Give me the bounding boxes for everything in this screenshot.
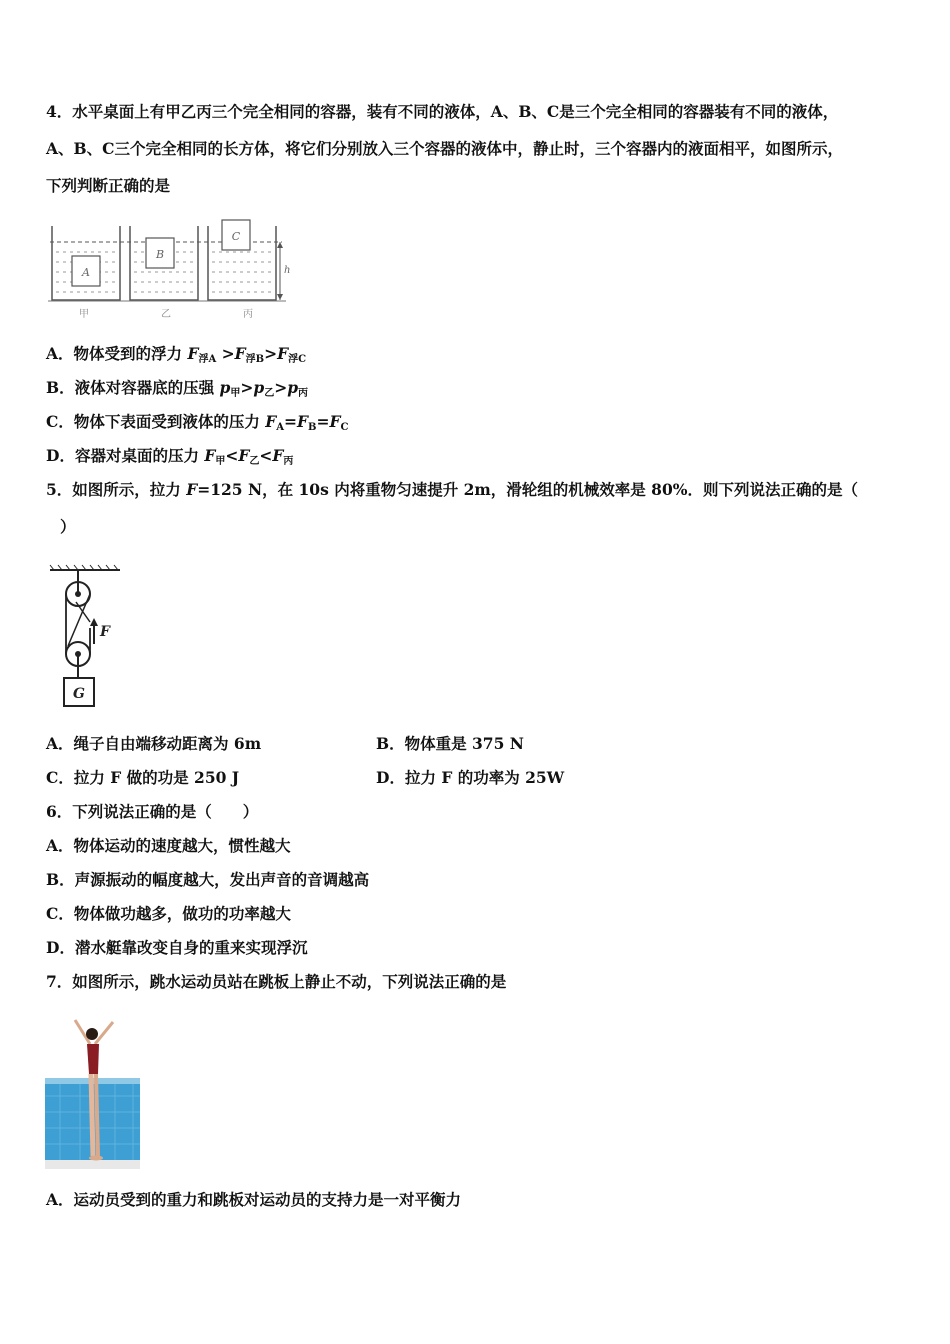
- label-jia: 甲: [79, 309, 89, 320]
- q7-stem: 7．如图所示，跳水运动员站在跳板上静止不动，下列说法正确的是: [46, 972, 507, 991]
- sub-bing: 丙: [298, 388, 309, 399]
- q5-option-d[interactable]: D．拉力 F 的功率为 25W: [376, 768, 565, 787]
- label-bing: 丙: [243, 309, 253, 320]
- q4-option-a[interactable]: [46, 344, 306, 370]
- eq-sign: =: [284, 412, 298, 431]
- q4-option-b-text: B．液体对容器底的压强: [46, 378, 220, 397]
- sub-b: B: [308, 422, 317, 433]
- q4-option-b[interactable]: [46, 378, 308, 404]
- q5-option-b[interactable]: B．物体重是 375 N: [376, 734, 524, 753]
- var-f: F: [297, 412, 309, 431]
- label-yi: 乙: [161, 309, 171, 320]
- var-f: F: [329, 412, 341, 431]
- q7-option-a[interactable]: A．运动员受到的重力和跳板对运动员的支持力是一对平衡力: [46, 1190, 462, 1209]
- var-f: F: [265, 412, 277, 431]
- q5-stem-post: =125 N，在 10s 内将重物匀速提升 2m，滑轮组的机械效率是 80%．则下列说法正确的是（: [197, 480, 858, 499]
- sub-float-a: 浮A: [198, 354, 217, 365]
- arrow-up-icon: [90, 618, 98, 626]
- sub-float-c: 浮C: [288, 354, 307, 365]
- gt-sign: >: [274, 378, 288, 397]
- q4-stem-line-1: 4．水平桌面上有甲乙丙三个完全相同的容器，装有不同的液体，A、B、C是三个完全相同的容器装有不同的液体，: [46, 102, 839, 121]
- var-f: F: [238, 446, 250, 465]
- gt-sign: >: [240, 378, 254, 397]
- var-f: F: [277, 344, 289, 363]
- sub-jia: 甲: [215, 456, 226, 467]
- q5-option-c[interactable]: C．拉力 F 做的功是 250 J: [46, 768, 240, 787]
- gt-sign: >: [264, 344, 278, 363]
- block-a-label: A: [82, 266, 90, 279]
- q6-stem: 6．下列说法正确的是（ ）: [46, 802, 259, 821]
- eq-sign: =: [316, 412, 330, 431]
- sub-jia: 甲: [230, 388, 241, 399]
- q4-containers-figure: [46, 218, 296, 322]
- force-f-label: F: [100, 624, 110, 640]
- container-jia: [52, 226, 120, 300]
- sub-float-b: 浮B: [245, 354, 265, 365]
- container-yi: [130, 226, 198, 300]
- var-f: F: [204, 446, 216, 465]
- var-f: F: [234, 344, 246, 363]
- q4-option-c-text: C．物体下表面受到液体的压力: [46, 412, 266, 431]
- sub-yi: 乙: [264, 388, 275, 399]
- container-bing: [208, 220, 276, 300]
- var-f: F: [186, 480, 198, 499]
- gt-sign: >: [216, 344, 235, 363]
- sub-c: C: [340, 422, 349, 433]
- diver-swimsuit: [87, 1044, 99, 1074]
- var-f: F: [272, 446, 284, 465]
- sub-a: A: [276, 422, 285, 433]
- var-p: p: [287, 378, 299, 397]
- q5-stem-pre: 5．如图所示，拉力: [46, 480, 187, 499]
- block-b-label: B: [155, 248, 165, 261]
- var-f: F: [187, 344, 199, 363]
- weight-g-label: G: [73, 686, 85, 702]
- q4-option-c[interactable]: [46, 412, 348, 438]
- sub-yi: 乙: [249, 456, 260, 467]
- q5-stem-line-2: ）: [60, 517, 76, 536]
- var-p: p: [253, 378, 265, 397]
- q4-option-a-text: A．物体受到的浮力: [46, 344, 188, 363]
- q6-option-a[interactable]: A．物体运动的速度越大，惯性越大: [46, 836, 291, 855]
- q6-option-b[interactable]: B．声源振动的幅度越大，发出声音的音调越高: [46, 870, 370, 889]
- q4-stem-line-2: A、B、C三个完全相同的长方体，将它们分别放入三个容器的液体中，静止时，三个容器内的液面相平，如图所示，: [46, 139, 843, 158]
- q7-diver-photo: [45, 1016, 140, 1169]
- h-label: h: [284, 265, 291, 276]
- q5-pulley-figure: [46, 562, 126, 712]
- var-p: p: [219, 378, 231, 397]
- q5-option-a[interactable]: A．绳子自由端移动距离为 6m: [46, 734, 262, 753]
- q5-stem-line-1: [46, 480, 858, 500]
- q6-option-d[interactable]: D．潜水艇靠改变自身的重来实现浮沉: [46, 938, 308, 957]
- lt-sign: <: [259, 446, 273, 465]
- q4-option-d-text: D．容器对桌面的压力: [46, 446, 205, 465]
- sub-bing: 丙: [283, 456, 294, 467]
- q6-option-c[interactable]: C．物体做功越多，做功的功率越大: [46, 904, 291, 923]
- lt-sign: <: [225, 446, 239, 465]
- q4-option-d[interactable]: [46, 446, 293, 472]
- block-c-label: C: [231, 230, 241, 243]
- q4-stem-line-3: 下列判断正确的是: [46, 176, 171, 195]
